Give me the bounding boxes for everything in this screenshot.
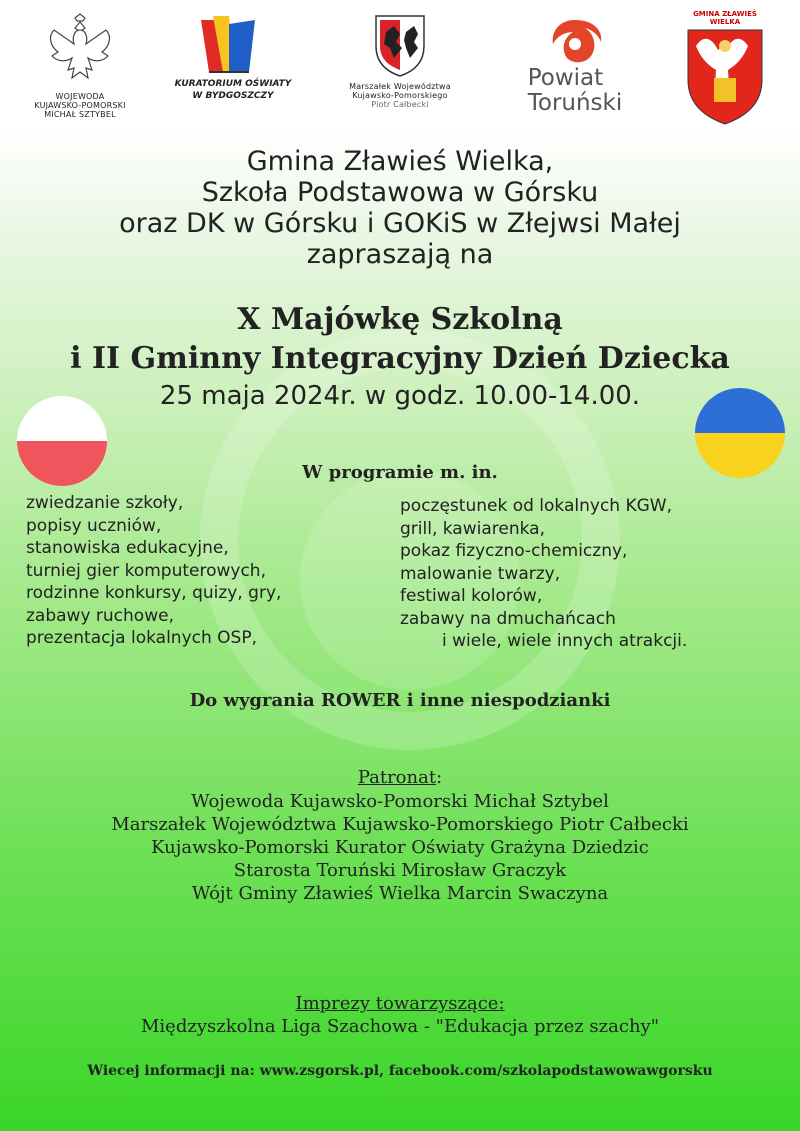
event-title-line2: i II Gminny Integracyjny Dzień Dziecka xyxy=(70,341,730,376)
kuratorium-caption-line2: W BYDGOSZCZY xyxy=(192,91,274,101)
prize-announcement: Do wygrania ROWER i inne niespodzianki xyxy=(189,690,611,711)
program-list-right xyxy=(400,495,687,653)
event-title-line1: X Majówkę Szkolną xyxy=(237,302,563,337)
marszalek-caption-line2: Kujawsko-Pomorskiego xyxy=(352,91,448,100)
wojewoda-caption-line1: WOJEWODA xyxy=(55,92,105,101)
organizer-line: oraz DK w Górsku i GOKiS w Złejwsi Małej xyxy=(119,208,681,239)
patronage-label: Patronat xyxy=(357,767,437,788)
list-item: rodzinne konkursy, quizy, gry, xyxy=(26,583,282,603)
list-item: malowanie twarzy, xyxy=(400,563,561,584)
logo-powiat xyxy=(520,16,630,116)
gmina-crest-title: GMINA ZŁAWIEŚ WIELKA xyxy=(693,10,757,26)
gmina-crest-icon xyxy=(684,26,766,126)
logo-wojewoda xyxy=(30,12,130,119)
organizer-line: zapraszają na xyxy=(306,239,494,270)
list-item: zwiedzanie szkoły, xyxy=(26,493,184,513)
more-info-line: Wiecej informacji na: www.zsgorsk.pl, facebook.com/szkolapodstawowawgorsku xyxy=(87,1063,713,1079)
list-item: zabawy na dmuchańcach xyxy=(400,608,616,629)
list-item: pokaz fizyczno-chemiczny, xyxy=(400,541,628,561)
patron-name: Wojewoda Kujawsko-Pomorski Michał Sztybel xyxy=(191,791,609,812)
coat-of-arms-icon xyxy=(372,12,428,78)
list-item: stanowiska edukacyjne, xyxy=(26,538,229,558)
patronage-list xyxy=(0,790,800,905)
logo-kuratorium xyxy=(158,12,308,102)
powiat-caption-line2: Toruński xyxy=(527,90,623,116)
list-item: grill, kawiarenka, xyxy=(400,518,545,539)
side-events-label: Imprezy towarzyszące: xyxy=(295,993,505,1014)
list-item: i wiele, wiele innych atrakcji. xyxy=(442,631,688,651)
patronage-heading xyxy=(0,767,800,788)
organizer-line: Gmina Zławieś Wielka, xyxy=(246,146,554,177)
eagle-icon xyxy=(45,12,115,92)
wojewoda-caption-line3: MICHAŁ SZTYBEL xyxy=(44,110,116,119)
logo-gmina xyxy=(680,10,770,126)
list-item: popisy uczniów, xyxy=(26,515,162,536)
program-title: W programie m. in. xyxy=(302,462,498,483)
wojewoda-caption-line2: KUJAWSKO-POMORSKI xyxy=(34,101,126,110)
patron-name: Wójt Gminy Zławieś Wielka Marcin Swaczyna xyxy=(191,883,609,904)
organizers-block xyxy=(0,146,800,270)
list-item: festiwal kolorów, xyxy=(400,586,543,606)
list-item: prezentacja lokalnych OSP, xyxy=(26,628,257,648)
marszalek-caption-line3: Piotr Całbecki xyxy=(371,100,429,109)
event-date: 25 maja 2024r. w godz. 10.00-14.00. xyxy=(159,381,641,411)
books-icon xyxy=(193,12,273,78)
organizer-line: Szkoła Podstawowa w Górsku xyxy=(201,177,599,208)
patron-name: Marszałek Województwa Kujawsko-Pomorskiego Piotr Całbecki xyxy=(111,814,689,835)
list-item: turniej gier komputerowych, xyxy=(26,560,266,581)
patron-name: Kujawsko-Pomorski Kurator Oświaty Grażyna Dziedzic xyxy=(151,837,649,858)
powiat-emblem-icon xyxy=(545,16,605,66)
list-item: poczęstunek od lokalnych KGW, xyxy=(400,496,672,516)
marszalek-caption-line1: Marszałek Województwa xyxy=(349,82,451,91)
logo-marszalek xyxy=(345,12,455,109)
powiat-caption-line1: Powiat xyxy=(527,65,604,91)
list-item: zabawy ruchowe, xyxy=(26,605,174,626)
side-event-item: Międzyszkolna Liga Szachowa - "Edukacja przez szachy" xyxy=(140,1016,660,1037)
patron-name: Starosta Toruński Mirosław Graczyk xyxy=(233,860,567,881)
patronage-colon: : xyxy=(436,767,443,788)
kuratorium-caption-line1: KURATORIUM OŚWIATY xyxy=(174,79,292,89)
program-list-left xyxy=(26,492,281,650)
